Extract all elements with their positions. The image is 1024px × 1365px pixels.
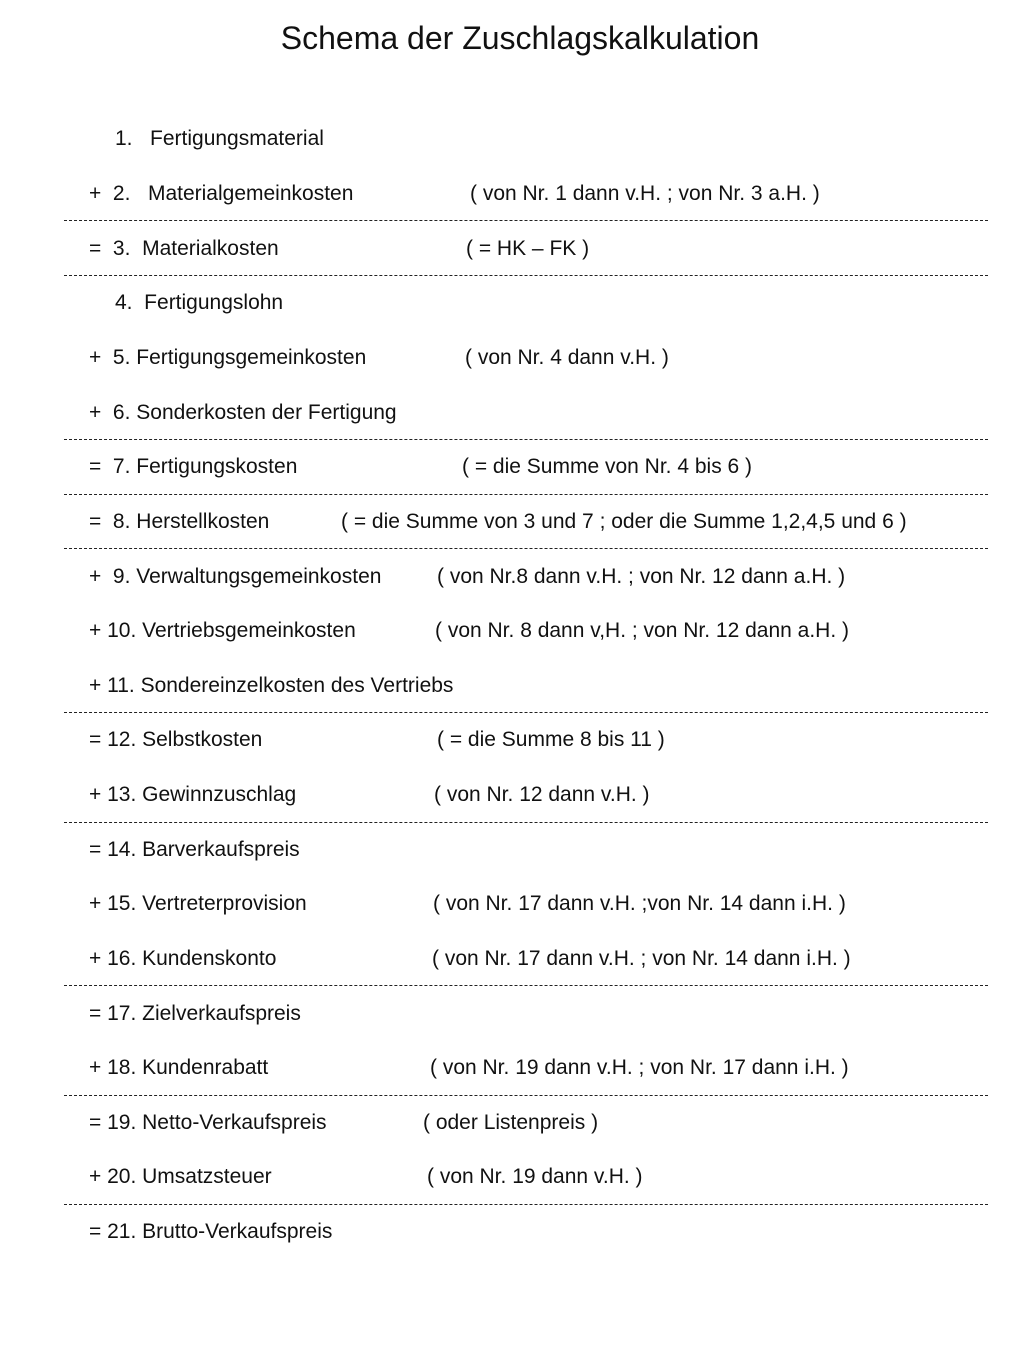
row-label: + 2. Materialgemeinkosten: [89, 182, 354, 205]
separator-line: [64, 712, 988, 713]
row-label: + 16. Kundenskonto: [89, 947, 277, 970]
row-label: = 21. Brutto-Verkaufspreis: [89, 1220, 333, 1243]
row-note: ( von Nr. 4 dann v.H. ): [465, 346, 669, 369]
row-label: + 13. Gewinnzuschlag: [89, 783, 297, 806]
row-note: ( von Nr. 12 dann v.H. ): [434, 783, 650, 806]
row-label: + 20. Umsatzsteuer: [89, 1165, 272, 1188]
row-label: = 7. Fertigungskosten: [89, 455, 298, 478]
row-label: + 9. Verwaltungsgemeinkosten: [89, 565, 382, 588]
row-label: = 8. Herstellkosten: [89, 510, 270, 533]
separator-line: [64, 275, 988, 276]
row-note: ( von Nr.8 dann v.H. ; von Nr. 12 dann a.H. ): [437, 565, 846, 588]
row-label: + 5. Fertigungsgemeinkosten: [89, 346, 367, 369]
row-label: + 11. Sondereinzelkosten des Vertriebs: [89, 674, 454, 697]
row-note: ( = die Summe 8 bis 11 ): [437, 728, 665, 751]
row-label: + 6. Sonderkosten der Fertigung: [89, 401, 397, 424]
row-note: ( von Nr. 19 dann v.H. ): [427, 1165, 643, 1188]
row-label: = 19. Netto-Verkaufspreis: [89, 1111, 327, 1134]
row-note: ( von Nr. 17 dann v.H. ; von Nr. 14 dann i.H. ): [432, 947, 851, 970]
separator-line: [64, 439, 988, 440]
row-label: 1. Fertigungsmaterial: [115, 127, 324, 150]
row-note: ( oder Listenpreis ): [423, 1111, 599, 1134]
row-label: + 10. Vertriebsgemeinkosten: [89, 619, 356, 642]
separator-line: [64, 220, 988, 221]
row-note: ( = die Summe von 3 und 7 ; oder die Summe 1,2,4,5 und 6 ): [341, 510, 907, 533]
separator-line: [64, 822, 988, 823]
separator-line: [64, 1095, 988, 1096]
row-label: 4. Fertigungslohn: [115, 291, 284, 314]
row-label: = 17. Zielverkaufspreis: [89, 1002, 301, 1025]
row-label: = 3. Materialkosten: [89, 237, 279, 260]
row-label: + 15. Vertreterprovision: [89, 892, 307, 915]
row-label: = 14. Barverkaufspreis: [89, 838, 300, 861]
separator-line: [64, 494, 988, 495]
separator-line: [64, 548, 988, 549]
row-note: ( von Nr. 8 dann v,H. ; von Nr. 12 dann a.H. ): [435, 619, 849, 642]
row-label: = 12. Selbstkosten: [89, 728, 263, 751]
separator-line: [64, 985, 988, 986]
page-title: Schema der Zuschlagskalkulation: [280, 20, 760, 56]
row-label: + 18. Kundenrabatt: [89, 1056, 269, 1079]
row-note: ( = HK – FK ): [466, 237, 590, 260]
row-note: ( von Nr. 1 dann v.H. ; von Nr. 3 a.H. ): [470, 182, 820, 205]
separator-line: [64, 1204, 988, 1205]
row-note: ( = die Summe von Nr. 4 bis 6 ): [462, 455, 753, 478]
row-note: ( von Nr. 19 dann v.H. ; von Nr. 17 dann i.H. ): [430, 1056, 849, 1079]
row-note: ( von Nr. 17 dann v.H. ;von Nr. 14 dann i.H. ): [433, 892, 846, 915]
